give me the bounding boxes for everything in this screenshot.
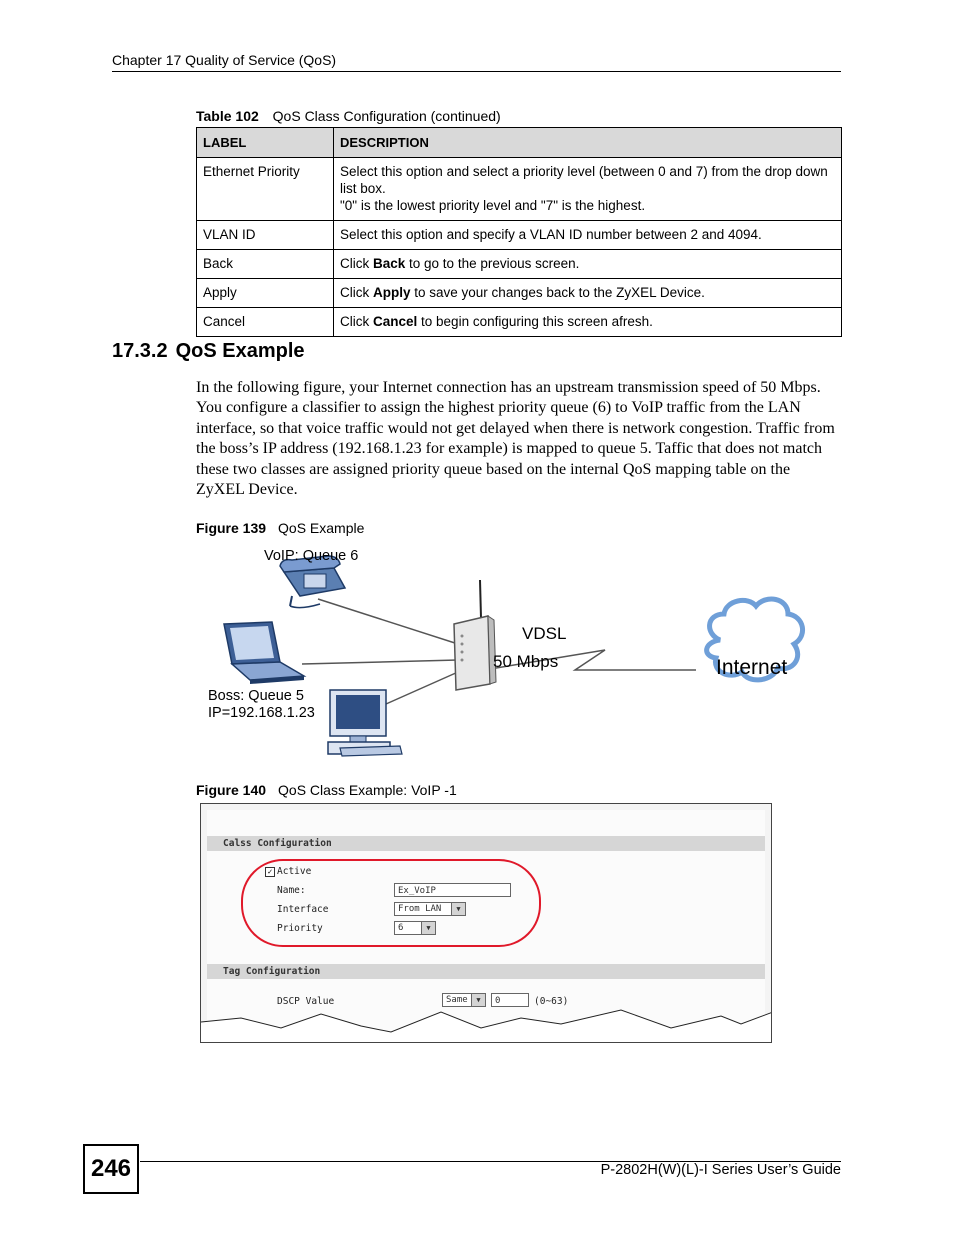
chevron-down-icon[interactable]: ▼ bbox=[471, 994, 485, 1006]
col-header-description: DESCRIPTION bbox=[334, 128, 842, 158]
row-description-line: Select this option and select a priority level (between 0 and 7) from the drop down list box. bbox=[340, 164, 828, 196]
col-header-label: LABEL bbox=[197, 128, 334, 158]
priority-select[interactable] bbox=[394, 921, 436, 935]
running-header: Chapter 17 Quality of Service (QoS) bbox=[112, 52, 337, 68]
guide-title: P-2802H(W)(L)-I Series User’s Guide bbox=[600, 1162, 841, 1178]
priority-label: Priority bbox=[277, 923, 323, 934]
header-rule bbox=[112, 71, 841, 72]
interface-select-value: From LAN bbox=[398, 904, 442, 914]
row-label: VLAN ID bbox=[197, 221, 334, 250]
section-number: 17.3.2 bbox=[112, 340, 168, 362]
tag-config-section-bar: Tag Configuration bbox=[207, 964, 765, 979]
internet-label: Internet bbox=[716, 656, 788, 679]
figure-title: QoS Class Example: VoIP -1 bbox=[278, 782, 457, 798]
figure-140-caption bbox=[196, 782, 457, 798]
row-label: Apply bbox=[197, 279, 334, 308]
torn-edge bbox=[201, 1004, 772, 1043]
laptop-icon bbox=[224, 622, 304, 684]
row-description bbox=[334, 158, 842, 221]
row-description: Click Back to go to the previous screen. bbox=[334, 250, 842, 279]
table-caption bbox=[196, 108, 501, 124]
boss-ip-label: IP=192.168.1.23 bbox=[208, 705, 315, 721]
qos-class-table bbox=[196, 127, 842, 337]
row-description: Select this option and specify a VLAN ID number between 2 and 4094. bbox=[334, 221, 842, 250]
boss-queue-label: Boss: Queue 5 bbox=[208, 688, 304, 704]
figure-title: QoS Example bbox=[278, 520, 365, 536]
desktop-computer-icon bbox=[328, 690, 402, 756]
table-row bbox=[197, 308, 842, 337]
router-icon bbox=[454, 580, 496, 690]
active-label: Active bbox=[277, 866, 312, 877]
body-paragraph: In the following figure, your Internet connection has an upstream transmission speed of 50 Mbps. You configure a classifier to assign the highest priority queue (6) to VoIP traffic from the LAN interface, so that voice traffic would not get delayed when there is network congestion. Traffic from the boss’s IP address (192.168.1.23 for example) is mapped to queue 5. Taffic that does not match these two classes are assigned priority queue based on the internal QoS mapping table on the ZyXEL Device. bbox=[196, 379, 835, 499]
speed-label: 50 Mbps bbox=[493, 652, 559, 671]
table-caption-label: Table 102 bbox=[196, 108, 259, 124]
table-row bbox=[197, 250, 842, 279]
row-description-line: "0" is the lowest priority level and "7" is the highest. bbox=[340, 198, 646, 213]
voip-queue-label: VoIP: Queue 6 bbox=[264, 548, 359, 564]
table-row bbox=[197, 221, 842, 250]
figure-label: Figure 139 bbox=[196, 520, 267, 536]
row-label: Ethernet Priority bbox=[197, 158, 334, 221]
dscp-mode-value: Same bbox=[446, 995, 468, 1005]
name-input[interactable]: Ex_VoIP bbox=[394, 883, 511, 897]
page-number: 246 bbox=[83, 1144, 139, 1194]
name-label: Name: bbox=[277, 885, 306, 896]
row-description: Click Cancel to begin configuring this screen afresh. bbox=[334, 308, 842, 337]
interface-label: Interface bbox=[277, 904, 329, 915]
table-row bbox=[197, 279, 842, 308]
class-config-section-bar: Calss Configuration bbox=[207, 836, 765, 851]
row-label: Back bbox=[197, 250, 334, 279]
figure-139-caption bbox=[196, 520, 364, 536]
section-heading bbox=[112, 340, 305, 363]
table-caption-title: QoS Class Configuration (continued) bbox=[272, 108, 501, 124]
qos-network-diagram bbox=[200, 544, 820, 764]
dscp-value-input[interactable]: 0 bbox=[491, 993, 529, 1007]
chevron-down-icon[interactable]: ▼ bbox=[451, 903, 465, 915]
class-config-screenshot bbox=[200, 803, 772, 1043]
section-title: QoS Example bbox=[175, 340, 305, 362]
priority-select-value: 6 bbox=[398, 923, 404, 933]
dscp-range-label: (0~63) bbox=[534, 996, 569, 1007]
active-checkbox[interactable]: ✓ bbox=[265, 867, 275, 877]
vdsl-label: VDSL bbox=[522, 624, 567, 643]
row-description: Click Apply to save your changes back to the ZyXEL Device. bbox=[334, 279, 842, 308]
interface-select[interactable] bbox=[394, 902, 466, 916]
table-row bbox=[197, 158, 842, 221]
figure-label: Figure 140 bbox=[196, 782, 267, 798]
chevron-down-icon[interactable]: ▼ bbox=[421, 922, 435, 934]
row-label: Cancel bbox=[197, 308, 334, 337]
dscp-label: DSCP Value bbox=[277, 996, 335, 1007]
